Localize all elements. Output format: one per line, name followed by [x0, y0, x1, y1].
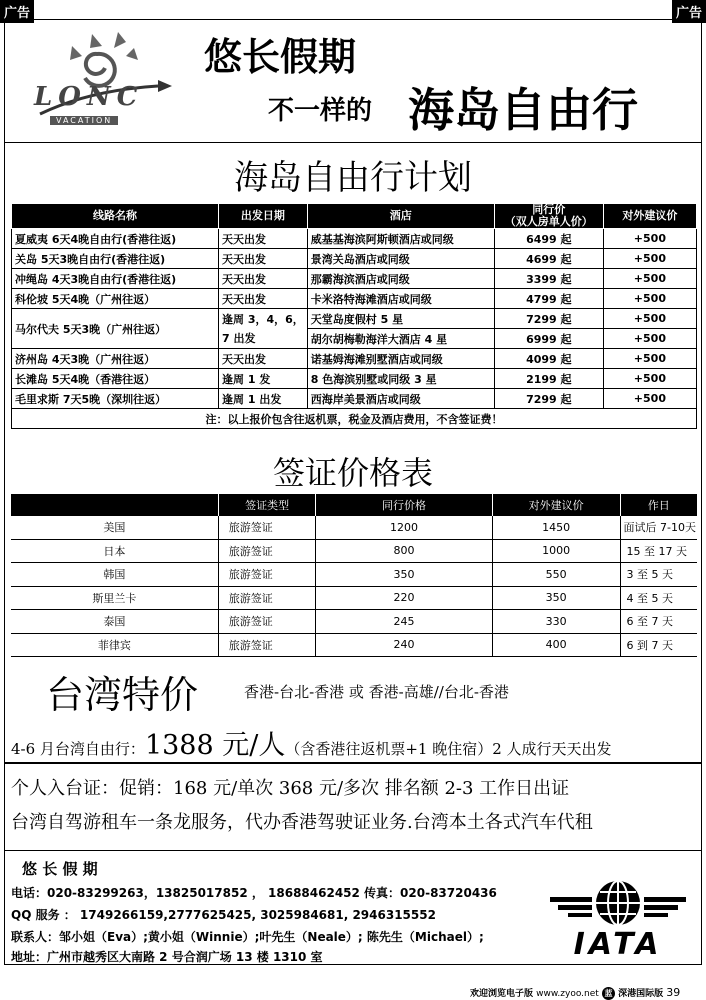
footer [470, 986, 680, 1000]
suggest: +500 [603, 389, 696, 409]
visa-suggest: 1450 [492, 516, 620, 539]
hotel: 卡米洛特海滩酒店或同级 [307, 289, 494, 309]
contact-phone: 电话：020-83299263，13825017852 ， 18688462452 传真：020-83720436 [11, 886, 497, 900]
suggest: +500 [603, 369, 696, 389]
plan-note: 注：以上报价包含往返机票，税金及酒店费用，不含签证费！ [12, 409, 697, 429]
logo-sub: VACATION [50, 116, 118, 125]
date: 逢周 3，4，6， [219, 309, 308, 329]
contact-people: 联系人：邹小姐（Eva）;黄小姐（Winnie）;叶先生（Neale）; 陈先生（Michael）; [11, 930, 484, 944]
visa-price: 350 [316, 563, 492, 587]
country: 日本 [11, 539, 218, 563]
visa-days: 面试后 7-10天 [620, 516, 697, 539]
suggest: +500 [603, 289, 696, 309]
ad-label-left: 广告 [0, 0, 34, 23]
logo [30, 28, 180, 132]
price: 7299 起 [494, 309, 603, 329]
contact-address: 地址：广州市越秀区大南路 2 号合润广场 13 楼 1310 室 [11, 950, 323, 964]
suggest: +500 [603, 229, 696, 249]
taiwan-divider [4, 762, 702, 764]
iata-logo [548, 875, 688, 961]
footer-emblem-icon: 蓝 [602, 987, 615, 1000]
visa-price: 800 [316, 539, 492, 563]
visa-price: 1200 [316, 516, 492, 539]
hotel: 8 色海滨别墅或同级 3 星 [307, 369, 494, 389]
visa-type: 旅游签证 [218, 516, 316, 539]
contact-qq: QQ 服务 ： 1749266159,2777625425, 3025984681, 2946315552 [11, 908, 436, 922]
hotel: 那霸海滨酒店或同级 [307, 269, 494, 289]
visa-price: 220 [316, 586, 492, 610]
date: 天天出发 [219, 229, 308, 249]
route: 毛里求斯 7天5晚（深圳往返） [12, 389, 219, 409]
table-row [12, 389, 697, 409]
table-row [12, 289, 697, 309]
footer-url: www.zyoo.net [536, 989, 599, 999]
price: 6999 起 [494, 329, 603, 349]
col-visa-days: 作日 [620, 494, 697, 516]
visa-days: 3 至 5 天 [620, 563, 697, 587]
logo-text: LONC [34, 82, 144, 112]
page-number: 39 [666, 986, 681, 999]
footer-left: 欢迎浏览电子版 [470, 989, 534, 999]
col-suggest: 对外建议价 [603, 204, 696, 229]
visa-days: 4 至 5 天 [620, 586, 697, 610]
country: 美国 [11, 516, 218, 539]
table-row [11, 563, 697, 587]
col-visa-type: 签证类型 [218, 494, 316, 516]
price: 4099 起 [494, 349, 603, 369]
visa-suggest: 330 [492, 610, 620, 634]
date: 天天出发 [219, 249, 308, 269]
col-visa-suggest: 对外建议价 [492, 494, 620, 516]
slogan-big: 海岛自由行 [408, 83, 638, 137]
col-price [494, 204, 603, 229]
date: 7 出发 [219, 329, 308, 349]
visa-price: 245 [316, 610, 492, 634]
visa-suggest: 350 [492, 586, 620, 610]
table-row [11, 633, 697, 657]
contact-company: 悠 长 假 期 [22, 860, 98, 878]
date: 天天出发 [219, 289, 308, 309]
country: 菲律宾 [11, 633, 218, 657]
table-row [11, 516, 697, 539]
table-row [12, 409, 697, 429]
col-route: 线路名称 [12, 204, 219, 229]
table-row [12, 349, 697, 369]
suggest: +500 [603, 349, 696, 369]
visa-days: 15 至 17 天 [620, 539, 697, 563]
price: 2199 起 [494, 369, 603, 389]
suggest: +500 [603, 249, 696, 269]
table-row [12, 269, 697, 289]
route: 冲绳岛 4天3晚自由行(香港往返) [12, 269, 219, 289]
table-row [12, 369, 697, 389]
route: 关岛 5天3晚自由行(香港往返) [12, 249, 219, 269]
hotel: 天堂岛度假村 5 星 [307, 309, 494, 329]
header-divider [4, 142, 702, 143]
brand-title: 悠长假期 [204, 35, 357, 79]
hotel: 威基基海滨阿斯顿酒店或同级 [307, 229, 494, 249]
col-price-note: （双人房单人价） [504, 215, 593, 229]
offer-price: 1388 元/人 [144, 730, 286, 761]
visa-title: 签证价格表 [272, 454, 433, 492]
visa-days: 6 到 7 天 [620, 633, 697, 657]
visa-suggest: 1000 [492, 539, 620, 563]
col-hotel: 酒店 [307, 204, 494, 229]
visa-price: 240 [316, 633, 492, 657]
col-visa-price: 同行价格 [316, 494, 492, 516]
price: 6499 起 [494, 229, 603, 249]
table-row [12, 309, 697, 329]
country: 泰国 [11, 610, 218, 634]
country: 韩国 [11, 563, 218, 587]
visa-days: 6 至 7 天 [620, 610, 697, 634]
taiwan-title: 台湾特价 [46, 673, 199, 717]
date: 逢周 1 发 [219, 369, 308, 389]
suggest: +500 [603, 269, 696, 289]
contact-divider [4, 850, 702, 851]
hotel: 西海岸美景酒店或同级 [307, 389, 494, 409]
globe-wings-icon [548, 875, 688, 935]
table-row [12, 249, 697, 269]
ad-label-right: 广告 [672, 0, 706, 23]
suggest: +500 [603, 309, 696, 329]
visa-suggest: 400 [492, 633, 620, 657]
price: 7299 起 [494, 389, 603, 409]
hotel: 景湾关岛酒店或同级 [307, 249, 494, 269]
visa-table [11, 494, 697, 657]
taiwan-offer [11, 723, 612, 762]
iata-text: IATA [573, 927, 663, 962]
suggest: +500 [603, 329, 696, 349]
date: 天天出发 [219, 269, 308, 289]
taiwan-line1: 个人入台证：促销：168 元/单次 368 元/多次 排名额 2-3 工作日出证 [11, 778, 570, 799]
country: 斯里兰卡 [11, 586, 218, 610]
visa-type: 旅游签证 [218, 539, 316, 563]
route: 科伦坡 5天4晚（广州往返） [12, 289, 219, 309]
table-row [12, 229, 697, 249]
visa-type: 旅游签证 [218, 633, 316, 657]
visa-suggest: 550 [492, 563, 620, 587]
taiwan-line2: 台湾自驾游租车一条龙服务，代办香港驾驶证业务.台湾本土各式汽车代租 [11, 812, 593, 833]
col-country [11, 494, 218, 516]
date: 天天出发 [219, 349, 308, 369]
price: 3399 起 [494, 269, 603, 289]
offer-prefix: 4-6 月台湾自由行： [11, 740, 145, 758]
col-price-label: 同行价 [532, 203, 566, 216]
plan-title: 海岛自由行计划 [234, 158, 472, 198]
route: 马尔代夫 5天3晚（广州往返） [12, 309, 219, 349]
offer-suffix: （含香港往返机票+1 晚住宿）2 人成行天天出发 [285, 740, 612, 758]
table-row [11, 539, 697, 563]
route: 夏威夷 6天4晚自由行(香港往返) [12, 229, 219, 249]
route: 济州岛 4天3晚（广州往返） [12, 349, 219, 369]
footer-brand: 深港国际版 [618, 989, 664, 999]
route: 长滩岛 5天4晚（香港往返） [12, 369, 219, 389]
price: 4699 起 [494, 249, 603, 269]
slogan-small: 不一样的 [268, 96, 373, 126]
taiwan-route: 香港-台北-香港 或 香港-高雄//台北-香港 [244, 683, 509, 701]
visa-type: 旅游签证 [218, 563, 316, 587]
table-row [11, 586, 697, 610]
visa-type: 旅游签证 [218, 586, 316, 610]
col-date: 出发日期 [219, 204, 308, 229]
plan-table [11, 203, 697, 429]
date: 逢周 1 出发 [219, 389, 308, 409]
hotel: 胡尔胡梅勒海洋大酒店 4 星 [307, 329, 494, 349]
price: 4799 起 [494, 289, 603, 309]
table-row [11, 610, 697, 634]
visa-type: 旅游签证 [218, 610, 316, 634]
hotel: 诺基姆海滩别墅酒店或同级 [307, 349, 494, 369]
